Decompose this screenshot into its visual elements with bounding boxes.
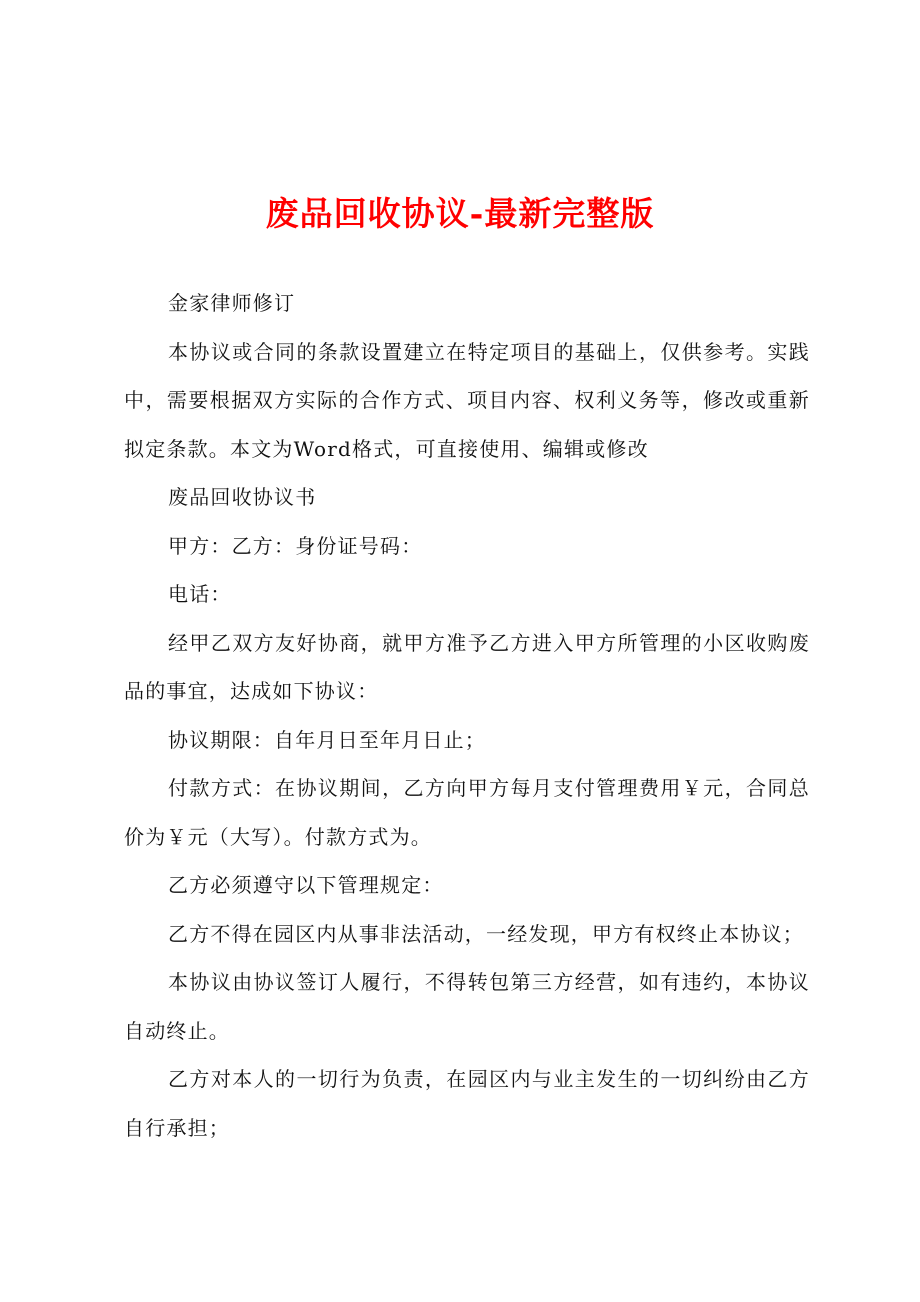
document-body <box>124 279 810 1152</box>
paragraph-term: 协议期限：自年月日至年月日止； <box>168 727 486 752</box>
paragraph-phone: 电话： <box>168 582 232 606</box>
paragraph-rule-illegal: 乙方不得在园区内从事非法活动，一经发现，甲方有权终止本协议； <box>168 921 804 946</box>
paragraph-rule-subcontract: 本协议由协议签订人履行，不得转包第三方经营，如有违约，本协议自动终止。 <box>124 970 810 1043</box>
paragraph-rule-liability: 乙方对本人的一切行为负责，在园区内与业主发生的一切纠纷由乙方自行承担； <box>124 1067 810 1140</box>
paragraph-preamble: 经甲乙双方友好协商，就甲方准予乙方进入甲方所管理的小区收购废品的事宜，达成如下协议： <box>124 630 810 703</box>
document-title: 废品回收协议-最新完整版 <box>265 194 655 233</box>
paragraph-disclaimer: 本协议或合同的条款设置建立在特定项目的基础上，仅供参考。实践中，需要根据双方实际的合作方式、项目内容、权利义务等，修改或重新拟定条款。本文为Word格式，可直接使用、编辑或修改 <box>124 339 810 461</box>
paragraph-rules-heading: 乙方必须遵守以下管理规定： <box>168 873 444 897</box>
paragraph-payment: 付款方式：在协议期间，乙方向甲方每月支付管理费用￥元，合同总价为￥元（大写）。付款方式为。 <box>124 776 810 849</box>
paragraph-parties: 甲方：乙方：身份证号码： <box>168 533 423 558</box>
paragraph-agreement-heading: 废品回收协议书 <box>168 485 317 509</box>
paragraph-reviser: 金家律师修订 <box>168 291 296 315</box>
